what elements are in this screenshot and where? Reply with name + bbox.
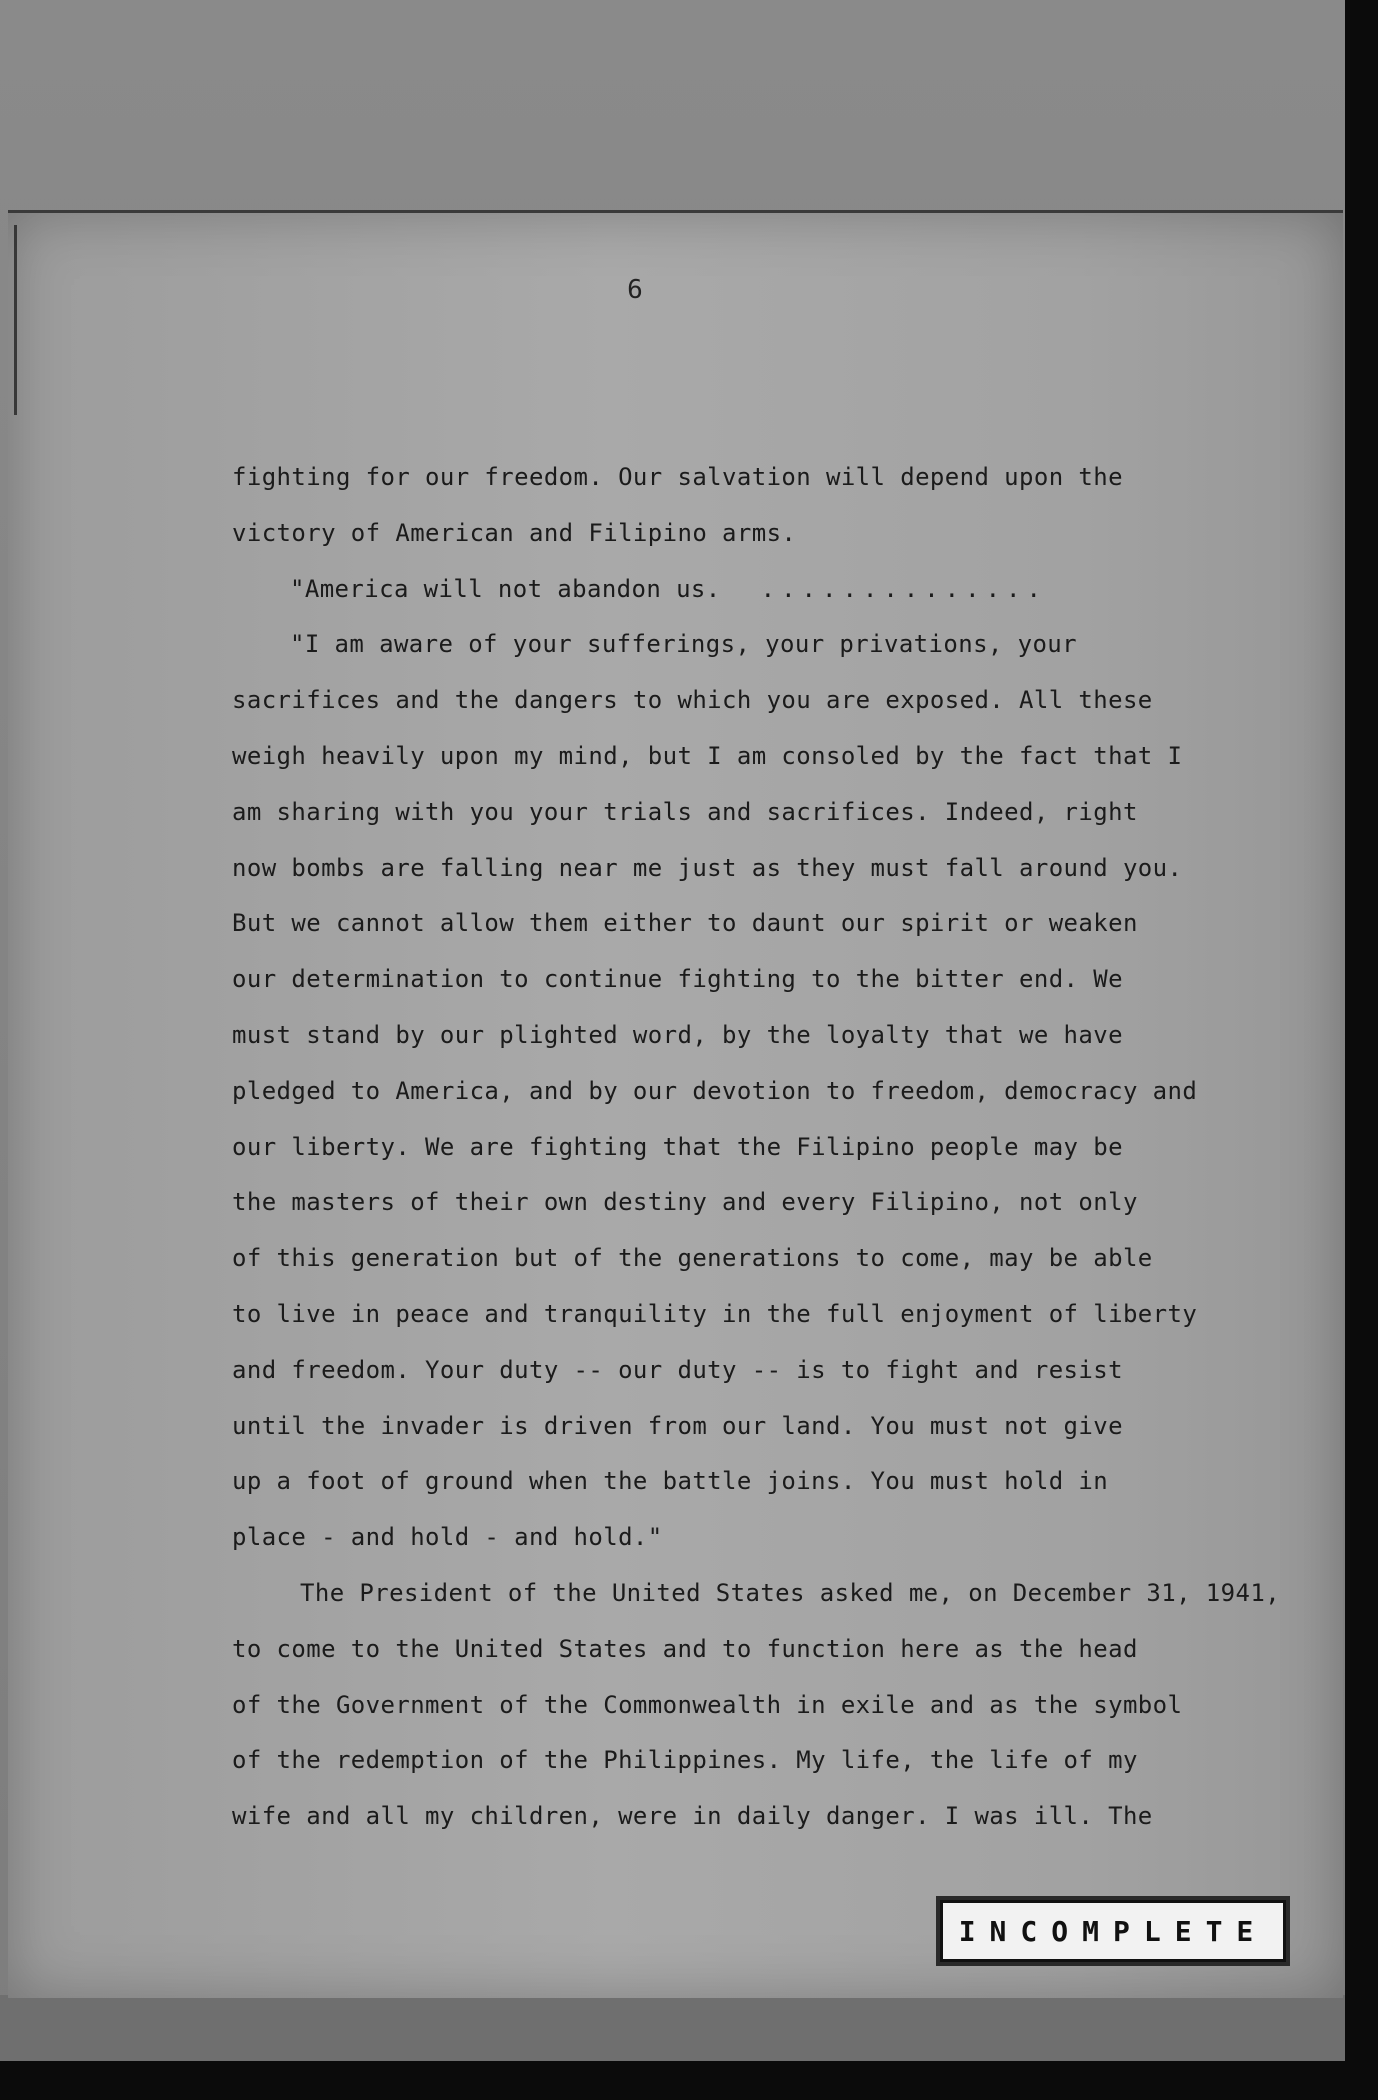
text-line: place - and hold - and hold." [232, 1523, 663, 1552]
text-line: until the invader is driven from our land. You must not give [232, 1411, 1123, 1440]
text-line [232, 562, 1192, 618]
text-line: the masters of their own destiny and every Filipino, not only [232, 1188, 1138, 1217]
text-line: pledged to America, and by our devotion to freedom, democracy and [232, 1076, 1198, 1105]
text-line: of the Government of the Commonwealth in exile and as the symbol [232, 1690, 1183, 1719]
text-line: of the redemption of the Philippines. My life, the life of my [232, 1746, 1138, 1775]
text-line: But we cannot allow them either to daunt our spirit or weaken [232, 909, 1138, 938]
page-edge-mark [0, 225, 17, 415]
document-body [232, 450, 1281, 1845]
text-line: our determination to continue fighting to the bitter end. We [232, 965, 1123, 994]
text-line: our liberty. We are fighting that the Filipino people may be [232, 1132, 1123, 1161]
page-number: 6 [627, 275, 643, 305]
text-line: wife and all my children, were in daily danger. I was ill. The [232, 1802, 1153, 1831]
text-line: must stand by our plighted word, by the loyalty that we have [232, 1020, 1123, 1049]
ellipsis: .............. [760, 574, 1047, 603]
text-line: sacrifices and the dangers to which you are exposed. All these [232, 686, 1153, 715]
text-line: to come to the United States and to function here as the head [232, 1634, 1138, 1663]
stamp-label: INCOMPLETE [958, 1914, 1268, 1948]
text-line: fighting for our freedom. Our salvation will depend upon the [232, 463, 1123, 491]
text-line: up a foot of ground when the battle joins. You must hold in [232, 1467, 1109, 1496]
text-line: The President of the United States asked me, on December 31, 1941, [300, 1578, 1281, 1607]
text-line-quote: "America will not abandon us. [290, 574, 721, 603]
text-line: "I am aware of your sufferings, your privations, your [290, 630, 1078, 659]
text-line: victory of American and Filipino arms. [232, 518, 797, 547]
text-line: now bombs are falling near me just as they must fall around you. [232, 853, 1183, 882]
text-line: weigh heavily upon my mind, but I am consoled by the fact that I [232, 741, 1183, 770]
text-line: to live in peace and tranquility in the full enjoyment of liberty [232, 1299, 1198, 1328]
incomplete-stamp [940, 1900, 1286, 1962]
text-line: am sharing with you your trials and sacrifices. Indeed, right [232, 797, 1138, 826]
text-line: of this generation but of the generations to come, may be able [232, 1244, 1153, 1273]
scan-bottom-band [0, 1995, 1345, 2061]
text-line: and freedom. Your duty -- our duty -- is to fight and resist [232, 1355, 1123, 1384]
